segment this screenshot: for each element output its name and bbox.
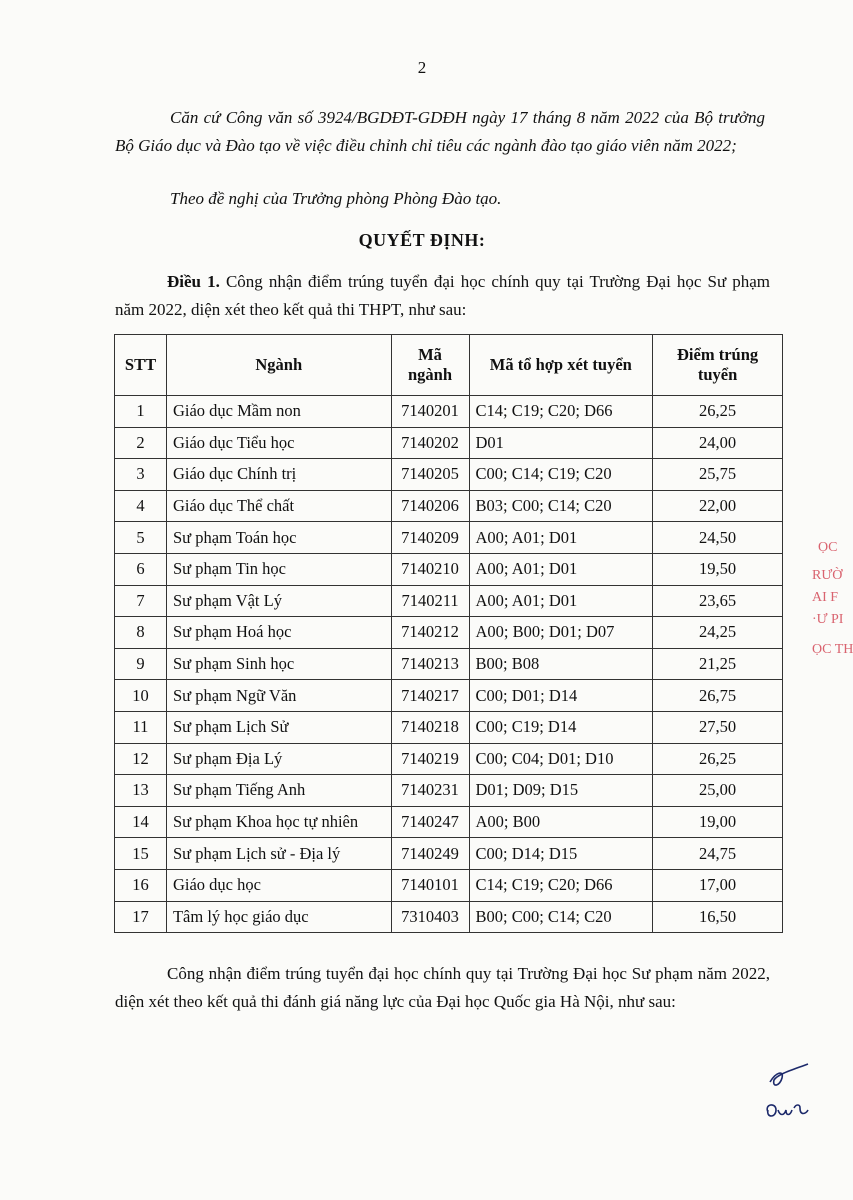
- cell-major: Sư phạm Địa Lý: [166, 743, 391, 775]
- cell-major: Sư phạm Toán học: [166, 522, 391, 554]
- cell-score: 24,50: [653, 522, 783, 554]
- cell-stt: 3: [115, 459, 167, 491]
- cell-code: 7140202: [391, 427, 469, 459]
- cell-code: 7140209: [391, 522, 469, 554]
- cell-major: Sư phạm Khoa học tự nhiên: [166, 806, 391, 838]
- cell-score: 21,25: [653, 648, 783, 680]
- cell-combo: A00; A01; D01: [469, 585, 653, 617]
- cell-major: Giáo dục Mầm non: [166, 396, 391, 428]
- table-row: [115, 427, 783, 459]
- cell-stt: 11: [115, 711, 167, 743]
- cell-score: 25,75: [653, 459, 783, 491]
- cell-major: Tâm lý học giáo dục: [166, 901, 391, 933]
- stamp-text: ỌC TH: [812, 642, 853, 657]
- cell-stt: 2: [115, 427, 167, 459]
- cell-combo: C14; C19; C20; D66: [469, 869, 653, 901]
- cell-combo: C00; C14; C19; C20: [469, 459, 653, 491]
- cell-stt: 15: [115, 838, 167, 870]
- table-row: [115, 617, 783, 649]
- cell-code: 7140211: [391, 585, 469, 617]
- header-score: Điểm trúng tuyển: [653, 335, 783, 396]
- table-row: [115, 585, 783, 617]
- cell-score: 24,25: [653, 617, 783, 649]
- table-row: [115, 901, 783, 933]
- article-1-paragraph: [115, 268, 770, 324]
- cell-code: 7140247: [391, 806, 469, 838]
- cell-code: 7140218: [391, 711, 469, 743]
- decision-heading: QUYẾT ĐỊNH:: [358, 230, 486, 250]
- admission-scores-table: [114, 334, 783, 933]
- cell-major: Sư phạm Lịch sử - Địa lý: [166, 838, 391, 870]
- cell-score: 22,00: [653, 490, 783, 522]
- cell-code: 7140217: [391, 680, 469, 712]
- header-combo: Mã tổ hợp xét tuyển: [469, 335, 653, 396]
- cell-combo: C00; C19; D14: [469, 711, 653, 743]
- cell-code: 7140205: [391, 459, 469, 491]
- article-1-label: Điều 1.: [167, 272, 220, 291]
- cell-score: 27,50: [653, 711, 783, 743]
- article-1-text: Công nhận điểm trúng tuyển đại học chính quy tại Trường Đại học Sư phạm năm 2022, diện xét theo kết quả thi THPT, như sau:: [115, 272, 771, 319]
- cell-combo: B00; C00; C14; C20: [469, 901, 653, 933]
- cell-major: Sư phạm Sinh học: [166, 648, 391, 680]
- cell-major: Giáo dục Thể chất: [166, 490, 391, 522]
- table-row: [115, 648, 783, 680]
- stamp-text: ·Ư PI: [812, 612, 844, 627]
- cell-major: Giáo dục học: [166, 869, 391, 901]
- cell-stt: 12: [115, 743, 167, 775]
- legal-basis-paragraph: Căn cứ Công văn số 3924/BGDĐT-GDĐH ngày 17 tháng 8 năm 2022 của Bộ trưởng Bộ Giáo dục và Đào tạo về việc điều chỉnh chỉ tiêu các ngành đào tạo giáo viên năm 2022;: [115, 108, 765, 155]
- page-number: 2: [417, 58, 427, 77]
- cell-stt: 7: [115, 585, 167, 617]
- cell-stt: 8: [115, 617, 167, 649]
- cell-stt: 5: [115, 522, 167, 554]
- cell-score: 19,00: [653, 806, 783, 838]
- cell-code: 7310403: [391, 901, 469, 933]
- cell-stt: 1: [115, 396, 167, 428]
- cell-score: 16,50: [653, 901, 783, 933]
- cell-code: 7140201: [391, 396, 469, 428]
- table-row: [115, 459, 783, 491]
- cell-score: 25,00: [653, 775, 783, 807]
- table-row: [115, 743, 783, 775]
- cell-score: 17,00: [653, 869, 783, 901]
- cell-stt: 4: [115, 490, 167, 522]
- cell-major: Sư phạm Ngữ Văn: [166, 680, 391, 712]
- cell-combo: A00; A01; D01: [469, 553, 653, 585]
- stamp-text: AI F: [812, 590, 839, 605]
- cell-score: 24,75: [653, 838, 783, 870]
- cell-code: 7140206: [391, 490, 469, 522]
- table-row: [115, 806, 783, 838]
- cell-major: Giáo dục Chính trị: [166, 459, 391, 491]
- cell-score: 26,25: [653, 743, 783, 775]
- cell-major: Sư phạm Hoá học: [166, 617, 391, 649]
- cell-major: Sư phạm Vật Lý: [166, 585, 391, 617]
- cell-stt: 10: [115, 680, 167, 712]
- cell-stt: 13: [115, 775, 167, 807]
- table-row: [115, 490, 783, 522]
- cell-major: Sư phạm Tiếng Anh: [166, 775, 391, 807]
- table-row: [115, 680, 783, 712]
- cell-score: 24,00: [653, 427, 783, 459]
- cell-combo: B03; C00; C14; C20: [469, 490, 653, 522]
- cell-score: 26,75: [653, 680, 783, 712]
- header-code: Mã ngành: [391, 335, 469, 396]
- table-row: [115, 522, 783, 554]
- table-row: [115, 553, 783, 585]
- cell-code: 7140249: [391, 838, 469, 870]
- stamp-text: ỌC: [818, 540, 838, 555]
- cell-combo: D01; D09; D15: [469, 775, 653, 807]
- table-row: [115, 711, 783, 743]
- table-row: [115, 869, 783, 901]
- cell-major: Sư phạm Tin học: [166, 553, 391, 585]
- cell-combo: C00; D14; D15: [469, 838, 653, 870]
- cell-combo: A00; B00; D01; D07: [469, 617, 653, 649]
- stamp-text: RƯỜ: [812, 568, 843, 583]
- header-stt: STT: [115, 335, 167, 396]
- cell-code: 7140101: [391, 869, 469, 901]
- cell-code: 7140231: [391, 775, 469, 807]
- table-row: [115, 775, 783, 807]
- table-row: [115, 838, 783, 870]
- cell-combo: C00; D01; D14: [469, 680, 653, 712]
- cell-combo: A00; A01; D01: [469, 522, 653, 554]
- signature-initials: [762, 1060, 822, 1130]
- cell-combo: D01: [469, 427, 653, 459]
- cell-combo: C00; C04; D01; D10: [469, 743, 653, 775]
- closing-paragraph: Công nhận điểm trúng tuyển đại học chính quy tại Trường Đại học Sư phạm năm 2022, diện xét theo kết quả thi đánh giá năng lực của Đại học Quốc gia Hà Nội, như sau:: [115, 964, 770, 1011]
- cell-stt: 6: [115, 553, 167, 585]
- table-header-row: [115, 335, 783, 396]
- header-major: Ngành: [166, 335, 391, 396]
- cell-stt: 17: [115, 901, 167, 933]
- proposal-paragraph: Theo đề nghị của Trưởng phòng Phòng Đào tạo.: [170, 189, 502, 208]
- cell-score: 26,25: [653, 396, 783, 428]
- cell-code: 7140219: [391, 743, 469, 775]
- cell-code: 7140210: [391, 553, 469, 585]
- cell-code: 7140212: [391, 617, 469, 649]
- cell-stt: 9: [115, 648, 167, 680]
- table-row: [115, 396, 783, 428]
- red-stamp-fragment: [812, 540, 852, 680]
- cell-score: 19,50: [653, 553, 783, 585]
- cell-combo: A00; B00: [469, 806, 653, 838]
- cell-major: Sư phạm Lịch Sử: [166, 711, 391, 743]
- cell-combo: C14; C19; C20; D66: [469, 396, 653, 428]
- cell-combo: B00; B08: [469, 648, 653, 680]
- cell-score: 23,65: [653, 585, 783, 617]
- cell-code: 7140213: [391, 648, 469, 680]
- cell-stt: 14: [115, 806, 167, 838]
- cell-major: Giáo dục Tiểu học: [166, 427, 391, 459]
- cell-stt: 16: [115, 869, 167, 901]
